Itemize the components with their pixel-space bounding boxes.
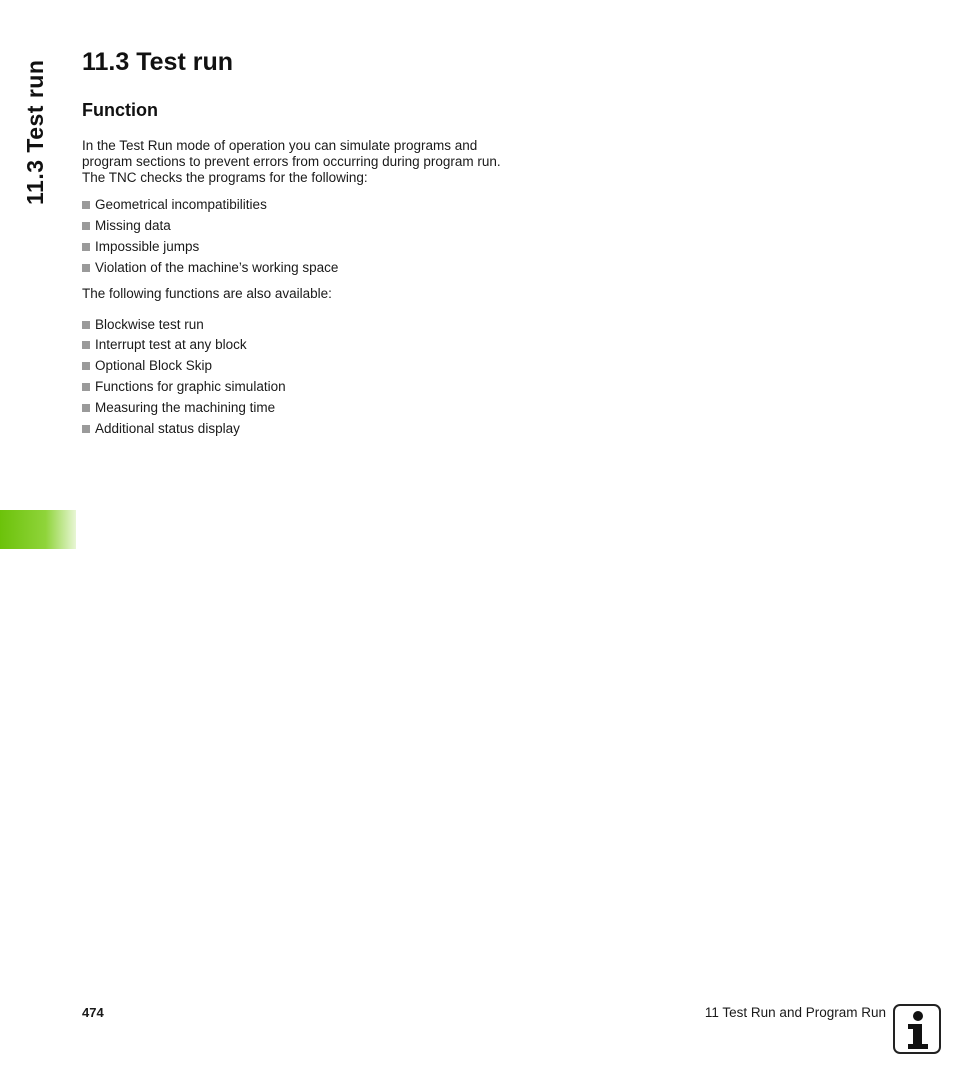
list-item (82, 397, 542, 418)
function-list (82, 314, 542, 439)
side-chapter-title: 11.3 Test run (22, 59, 48, 205)
check-list (82, 195, 542, 278)
square-bullet-icon (82, 222, 90, 230)
square-bullet-icon (82, 341, 90, 349)
square-bullet-icon (82, 243, 90, 251)
intro-paragraph (82, 138, 542, 186)
square-bullet-icon (82, 264, 90, 272)
list-item (82, 335, 542, 356)
chapter-tab-marker (0, 510, 76, 549)
list-item-text: Optional Block Skip (95, 358, 213, 374)
list-item-text: Geometrical incompatibilities (95, 197, 267, 213)
square-bullet-icon (82, 383, 90, 391)
list-item-text: Missing data (95, 218, 171, 234)
square-bullet-icon (82, 321, 90, 329)
main-content (82, 138, 542, 439)
intro-line: In the Test Run mode of operation you can simulate programs and (82, 138, 478, 153)
list-item (82, 314, 542, 335)
also-available-text: The following functions are also available: (82, 286, 332, 302)
list-item-text: Additional status display (95, 420, 240, 436)
square-bullet-icon (82, 404, 90, 412)
square-bullet-icon (82, 201, 90, 209)
list-item (82, 356, 542, 377)
list-item-text: Interrupt test at any block (95, 337, 247, 353)
list-item-text: Impossible jumps (95, 238, 200, 254)
list-item (82, 377, 542, 398)
intro-line: program sections to prevent errors from occurring during program run. (82, 154, 501, 169)
list-item (82, 418, 542, 439)
section-title: 11.3 Test run (82, 48, 233, 76)
list-item (82, 195, 542, 216)
info-icon (893, 1004, 941, 1054)
square-bullet-icon (82, 362, 90, 370)
footer-chapter-title: 11 Test Run and Program Run (704, 1005, 886, 1020)
intro-line: The TNC checks the programs for the following: (82, 170, 368, 185)
page-number: 474 (82, 1005, 104, 1020)
list-item-text: Measuring the machining time (95, 399, 276, 415)
list-item-text: Violation of the machine’s working space (95, 259, 339, 275)
square-bullet-icon (82, 425, 90, 433)
function-heading: Function (82, 100, 158, 120)
list-item (82, 216, 542, 237)
list-item-text: Blockwise test run (95, 316, 204, 332)
list-item (82, 257, 542, 278)
list-item-text: Functions for graphic simulation (95, 378, 286, 394)
list-item (82, 237, 542, 258)
